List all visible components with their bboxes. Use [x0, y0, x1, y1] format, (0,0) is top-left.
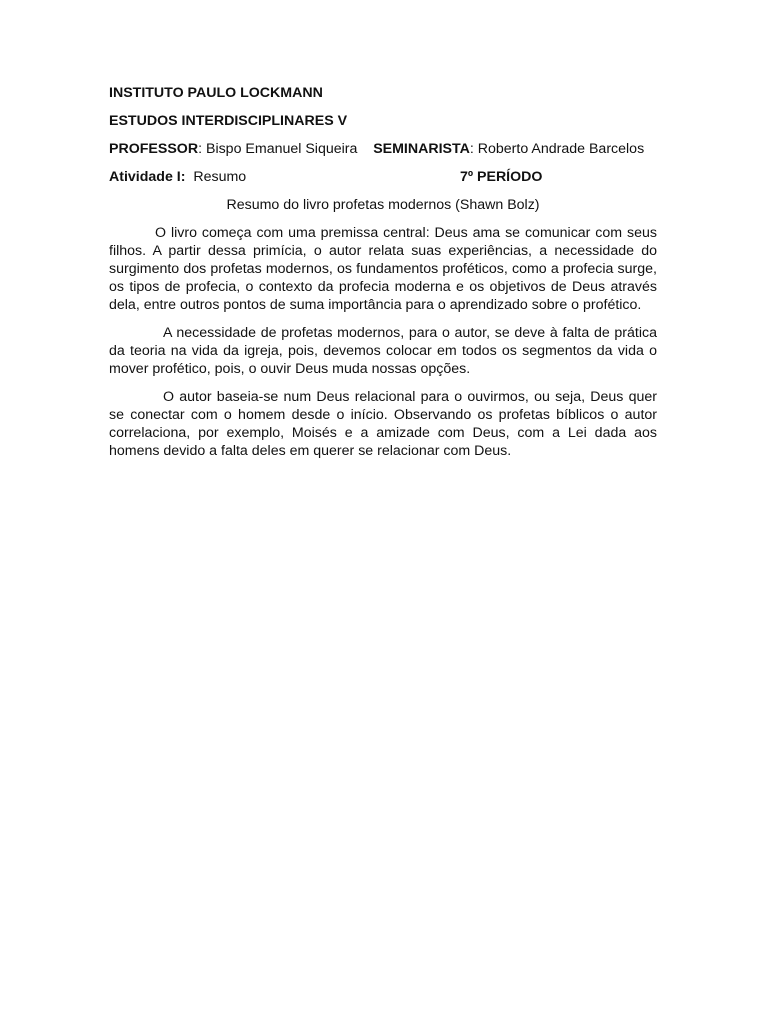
seminarist-value: : Roberto Andrade Barcelos	[469, 141, 645, 157]
paragraph-1: O livro começa com uma premissa central: Deus ama se comunicar com seus filhos. A partir dessa primícia, o autor relata suas experiências, a necessidade do surgimento dos profetas modernos, os fundamentos proféticos, como a profecia surge, os tipos de profecia, o contexto da profecia moderna e os objetivos de Deus através dela, entre outros pontos de suma importância para o aprendizado sobre o profético.	[109, 225, 657, 313]
activity-line	[109, 168, 657, 186]
professor-seminarist-line	[109, 140, 657, 158]
professor-value: : Bispo Emanuel Siqueira	[198, 141, 358, 157]
document-subtitle: Resumo do livro profetas modernos (Shawn Bolz)	[226, 197, 540, 213]
professor-label: PROFESSOR	[109, 141, 199, 157]
activity-value: Resumo	[193, 169, 247, 185]
paragraph-3: O autor baseia-se num Deus relacional para o ouvirmos, ou seja, Deus quer se conectar com o homem desde o início. Observando os profetas bíblicos o autor correlaciona, por exemplo, Moisés e a amizade com Deus, com a Lei dada aos homens devido a falta deles em querer se relacionar com Deus.	[109, 389, 657, 459]
seminarist-label: SEMINARISTA	[373, 141, 470, 157]
institute-title: INSTITUTO PAULO LOCKMANN	[109, 85, 323, 101]
document-body	[109, 84, 657, 470]
activity-label: Atividade I:	[109, 169, 186, 185]
course-title: ESTUDOS INTERDISCIPLINARES V	[109, 113, 348, 129]
paragraph-2: A necessidade de profetas modernos, para o autor, se deve à falta de prática da teoria na vida da igreja, pois, devemos colocar em todos os segmentos da vida o mover profético, pois, o ouvir Deus muda nossas opções.	[109, 325, 657, 377]
period-label: 7º PERÍODO	[460, 169, 543, 185]
